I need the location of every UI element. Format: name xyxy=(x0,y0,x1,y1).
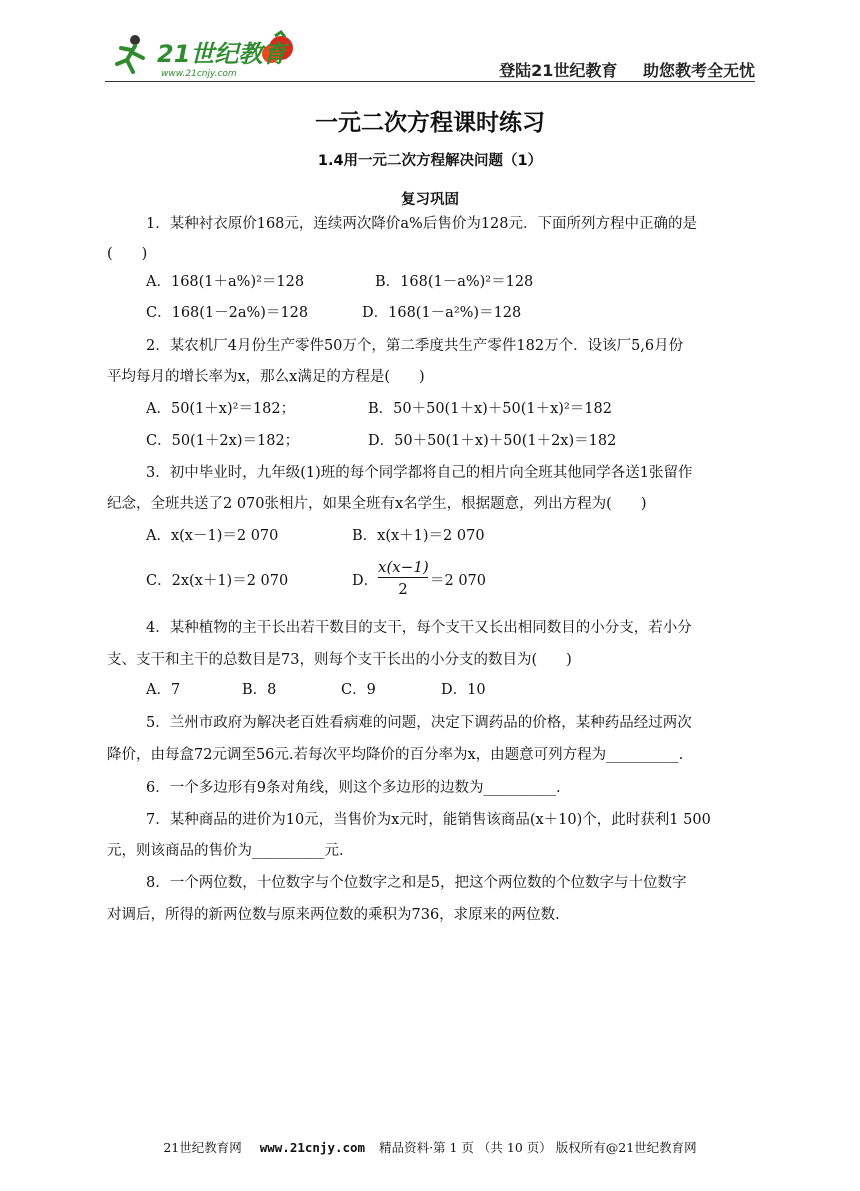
q2-option-a: A．50(1＋x)²＝182； xyxy=(146,401,296,417)
question-4-text-2: 支、支干和主干的总数目是73，则每个支干长出的小分支的数目为( ) xyxy=(107,652,572,668)
page-title: 一元二次方程课时练习 xyxy=(315,110,545,136)
question-2-text: 2．某农机厂4月份生产零件50万个，第二季度共生产零件182万个．设该厂5,6月份 xyxy=(146,338,684,354)
slogan-login: 登陆21世纪教育 xyxy=(499,61,618,80)
fraction-bar xyxy=(378,577,428,578)
question-2-text-2: 平均每月的增长率为x，那么x满足的方程是( ) xyxy=(107,369,425,385)
question-5-text: 5．兰州市政府为解决老百姓看病难的问题，决定下调药品的价格，某种药品经过两次 xyxy=(146,715,692,731)
question-4-text: 4．某种植物的主干长出若干数目的支干，每个支干又长出相同数目的小分支，若小分 xyxy=(146,620,692,636)
q3-option-d-rest: ＝2 070 xyxy=(430,573,487,589)
question-8-text: 8．一个两位数，十位数字与个位数字之和是5，把这个两位数的个位数字与十位数字 xyxy=(146,875,687,891)
q3-option-b: B．x(x＋1)＝2 070 xyxy=(352,528,485,544)
q1-option-c: C．168(1－2a%)＝128 xyxy=(146,305,309,321)
site-logo xyxy=(105,28,305,80)
page-subtitle: 1.4用一元二次方程解决问题（1） xyxy=(317,153,543,169)
question-1-text: 1．某种衬衣原价168元，连续两次降价a%后售价为128元．下面所列方程中正确的是 xyxy=(146,216,697,232)
q3-option-c: C．2x(x＋1)＝2 070 xyxy=(146,573,289,589)
footer-page-info: 精品资料·第 1 页 （共 10 页） 版权所有@21世纪教育网 xyxy=(379,1140,697,1155)
question-3-text: 3．初中毕业时，九年级(1)班的每个同学都将自己的相片向全班其他同学各送1张留作 xyxy=(146,465,693,481)
q2-option-d: D．50＋50(1＋x)＋50(1＋2x)＝182 xyxy=(368,433,617,449)
svg-text:www.21cnjy.com: www.21cnjy.com xyxy=(161,69,237,79)
footer-site: 21世纪教育网 xyxy=(163,1140,242,1155)
q3-option-d-label: D． xyxy=(352,573,379,589)
q3-option-d-fraction xyxy=(378,558,428,598)
question-1-bracket: ( ) xyxy=(107,246,148,262)
question-6-text: 6．一个多边形有9条对角线，则这个多边形的边数为__________. xyxy=(146,780,561,796)
header-divider xyxy=(105,81,755,82)
question-8-text-2: 对调后，所得的新两位数与原来两位数的乘积为736，求原来的两位数. xyxy=(107,907,560,923)
footer-url-link[interactable]: www.21cnjy.com xyxy=(259,1140,366,1155)
fraction-numerator: x(x−1) xyxy=(378,558,429,576)
question-3-text-2: 纪念，全班共送了2 070张相片，如果全班有x名学生，根据题意，列出方程为( ) xyxy=(107,496,647,512)
q4-option-b: B．8 xyxy=(242,682,277,698)
header-slogan xyxy=(479,58,755,81)
q1-option-b: B．168(1－a%)²＝128 xyxy=(375,274,534,290)
question-5-text-2: 降价，由每盒72元调至56元.若每次平均降价的百分率为x，由题意可列方程为__________. xyxy=(107,747,684,763)
section-heading: 复习巩固 xyxy=(401,192,459,208)
q2-option-c: C．50(1＋2x)＝182； xyxy=(146,433,300,449)
fraction-denominator: 2 xyxy=(398,580,408,598)
question-7-text-2: 元，则该商品的售价为__________元. xyxy=(107,843,344,859)
q4-option-a: A．7 xyxy=(146,682,181,698)
q4-option-c: C．9 xyxy=(341,682,376,698)
q1-option-a: A．168(1＋a%)²＝128 xyxy=(146,274,305,290)
q1-option-d: D．168(1－a²%)＝128 xyxy=(362,305,522,321)
q2-option-b: B．50＋50(1＋x)＋50(1＋x)²＝182 xyxy=(368,401,612,417)
question-7-text: 7．某种商品的进价为10元，当售价为x元时，能销售该商品(x＋10)个，此时获利1 500 xyxy=(146,812,711,828)
slogan-help: 助您教考全无忧 xyxy=(642,61,755,80)
q4-option-d: D．10 xyxy=(441,682,486,698)
svg-text:21世纪教育: 21世纪教育 xyxy=(157,40,287,68)
q3-option-a: A．x(x－1)＝2 070 xyxy=(146,528,279,544)
page-header xyxy=(105,28,755,82)
page-footer xyxy=(0,1138,860,1156)
